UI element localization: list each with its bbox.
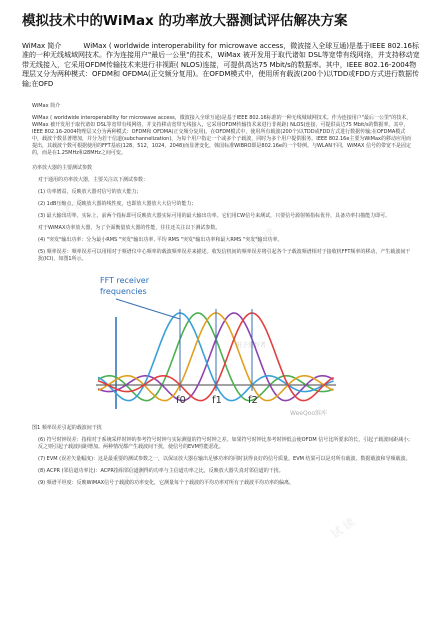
paragraph: 对于WiMAX功率放大器，为了全面衡量放大器的性能，往往还关注以下测试参数。 xyxy=(38,225,221,231)
subcarrier-label: f1 xyxy=(212,395,222,406)
lead-intro: WiMax 简介 xyxy=(22,42,62,50)
list-item: (4) "突发"输出功率：分为最小RMS "突发"输出功率, 平均 RMS "突发"输出功率和最大RMS "突发"输出功率。 xyxy=(38,237,283,243)
watermark: 试 读 xyxy=(58,195,88,222)
list-item: (5) 频率误差：频率误差可以用相对于频谱仪中心频率的载波频率误差来描述。收发信机间的频率误差将引起各个子载波频谱相对于接收机FFT频率的移动，产生载波间干扰(ICI)，如图1所示。 xyxy=(38,249,411,262)
page-title: 模拟技术中的WiMax 的功率放大器测试评估解决方案 xyxy=(22,13,348,29)
document-body xyxy=(32,103,414,492)
list-item: (2) 1dB压缩点，反映放大器的线性度，也即放大器放大大信号的能力; xyxy=(38,201,194,207)
spectrum-diagram xyxy=(86,269,346,419)
list-item: (9) 频谱平坦度：反映WiMAX信号子载波的功率变化，它测量每个子载波的平均功率对所有子载波平均功率的偏离。 xyxy=(38,480,295,486)
watermark: 试 读 xyxy=(328,515,358,542)
lead-text: WiMax ( worldwide interoperability for microwave access，微波接入全球互通)是基于IEEE 802.16标准的一种无线城域网技术。作为连接用户"最后一公里"的技术，WiMax 被开发用于取代诸如 DSL等宽带有线网络，并支持移动宽带无线接入，它采用OFDM传输技术来进行非视距( NLOS)连接，可提供高达75 Mbit/s的数据率。其中，IEEE 802.16-2004物理层又分为两种模式：OFDM和 OFDMA(正交频分复用)。在OFDM模式中，使用所有载波(200个)以TDD或FDD方式进行数据传输;在OFD xyxy=(22,42,420,88)
paragraph: WiMax ( worldwide interoperability for microwave access，微波接入全球互通)是基于IEEE 802.16标准的一种无线城域网技术。作为连接用户"最后一公里"的技术，WiMax 被开发用于取代诸如 DSL等宽带有线网络，并支持移动宽带无线接入，它采用OFDM传输技术来进行非视距( NLOS)连接，可提供高达75 Mbit/s的数据率。其中，IEEE 802.16-2004物理层又分为两种模式：OFDM和 OFDMA(正交频分复用)。在OFDM模式中，使用所有载波(200个)以TDD或FDD方式进行数据传输;在OFDMA模式中，载波个数显著增加，并分为若干信道(subchannelization)，为每个用户指定一个或多个子载波，同时为多个用户提供服务。IEEE 802.16e主要为WiMax的移动应用而提出，其载波个数可根据使用的FFT基底(128，512，1024，2048)而显著变化，韩国标准WIBRO即是802.16e的一个特例。与WLAN不同，WiMAX 信号的带宽不是固定的，而是在1.25MHz和28MHz之间可变。 xyxy=(32,115,412,156)
fft-label-line1: FFT receiver xyxy=(100,276,150,285)
list-item: (6) 符号时钟误差：指相对于系统采样时钟的参考符号时钟与实际测量的符号时钟之差。如果符号时钟比参考时钟低会使OFDM 信号比所要求的长，引起子载波间距减小;反之则引起子载波间距增加。两种情况都产生载波间干扰，使信号的EVM性能恶化。 xyxy=(38,437,410,450)
fft-label-line2: frequencies xyxy=(100,287,147,296)
figure-caption: 图1 频率误差引起的载波间干扰 xyxy=(32,425,102,431)
list-item: (3) 最大输出功率，实际上，前两个指标即可反映放大器实际可用的最大输出功率。它们用CW信号来测试，只要信号源射频指标优异，具备功率扫描能力即可。 xyxy=(38,213,391,219)
brand-logo: WeeQoo维库 xyxy=(290,410,328,417)
list-item: (8) ACPR (邻信道功率比)：ACPR指相邻信道测得的功率与主信道功率之比，反映放大器失真对邻信道的干扰。 xyxy=(38,468,284,474)
watermark: 试 读 xyxy=(118,465,148,492)
list-item: (1) 功率增益，反映放大器对信号的放大能力; xyxy=(38,189,139,195)
figure-1 xyxy=(86,269,346,419)
subcarrier-label: f2 xyxy=(248,395,258,406)
subcarrier-label: f0 xyxy=(176,395,186,406)
figure-watermark: 电子爱好者 xyxy=(236,342,267,349)
list-item: (7) EVM (误差矢量幅度)：这是最重要的测试参数之一，以保证放大器在输出足够功率的同时获得良好的信号质量。EVM 结果可以是对所有载波、数据载波和导频载波。 xyxy=(38,456,411,462)
lead-paragraph xyxy=(22,42,422,89)
paragraph: 对于通用的功率放大器，主要关注以下测试参数： xyxy=(38,177,149,183)
section-heading: 功率放大器的主要测试参数 xyxy=(32,165,93,171)
body-heading: WiMax 简介 xyxy=(32,103,61,109)
watermark: 试 读 xyxy=(248,225,278,252)
